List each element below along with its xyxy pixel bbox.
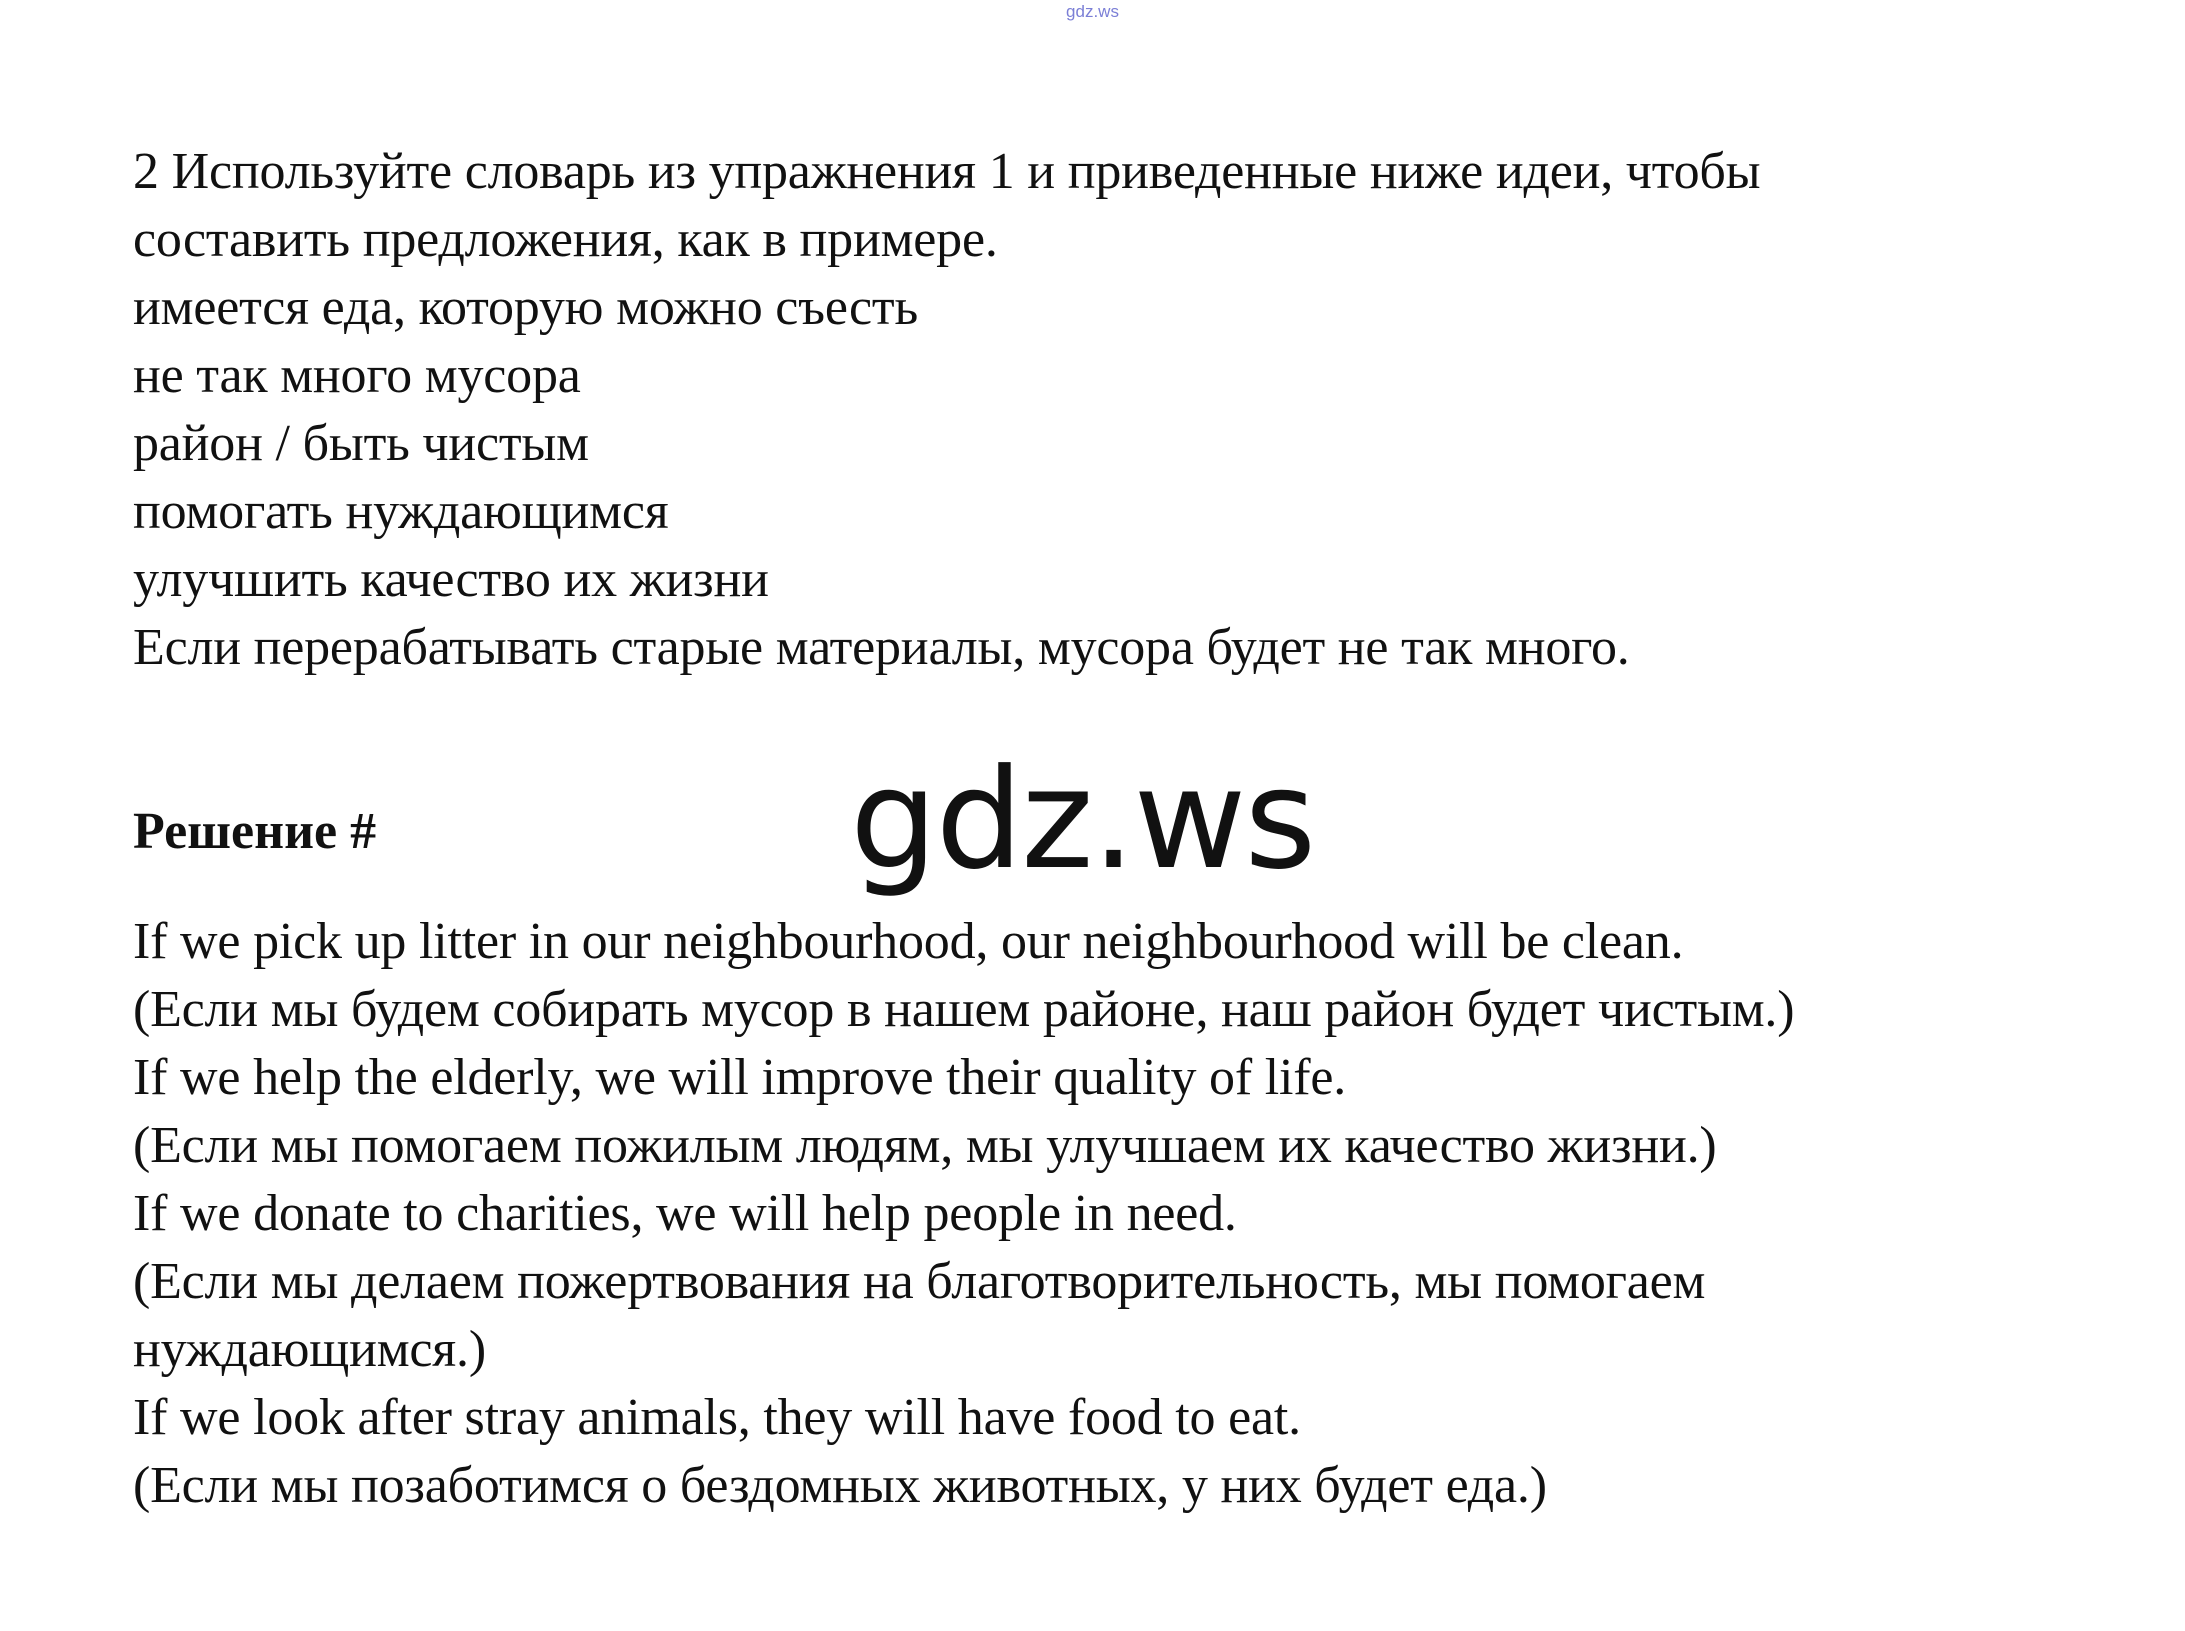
solution-line: If we help the elderly, we will improve their quality of life.	[133, 1049, 1347, 1106]
solution-line: If we pick up litter in our neighbourhood, our neighbourhood will be clean.	[133, 913, 1684, 970]
task-line: 2 Используйте словарь из упражнения 1 и приведенные ниже идеи, чтобы	[133, 143, 1761, 200]
solution-heading: Решение #	[133, 803, 377, 860]
solution-line: (Если мы делаем пожертвования на благотворительность, мы помогаем	[133, 1253, 1706, 1310]
solution-line: (Если мы будем собирать мусор в нашем районе, наш район будет чистым.)	[133, 981, 1795, 1038]
task-line: имеется еда, которую можно съесть	[133, 279, 918, 336]
solution-line: (Если мы помогаем пожилым людям, мы улучшаем их качество жизни.)	[133, 1117, 1717, 1174]
solution-line: (Если мы позаботимся о бездомных животных, у них будет еда.)	[133, 1457, 1547, 1514]
task-line: помогать нуждающимся	[133, 483, 669, 540]
solution-line: If we donate to charities, we will help people in need.	[133, 1185, 1237, 1242]
task-line: улучшить качество их жизни	[133, 551, 769, 608]
task-line: район / быть чистым	[133, 415, 589, 472]
solution-line: нуждающимся.)	[133, 1321, 486, 1378]
task-line: не так много мусора	[133, 347, 581, 404]
site-watermark: gdz.ws	[850, 739, 1315, 900]
task-line: Если перерабатывать старые материалы, мусора будет не так много.	[133, 619, 1630, 676]
task-block	[133, 138, 2133, 682]
solution-line: If we look after stray animals, they will have food to eat.	[133, 1389, 1301, 1446]
task-line: составить предложения, как в примере.	[133, 211, 998, 268]
solution-block	[133, 908, 2153, 1520]
top-watermark: gdz.ws	[1066, 2, 1119, 21]
